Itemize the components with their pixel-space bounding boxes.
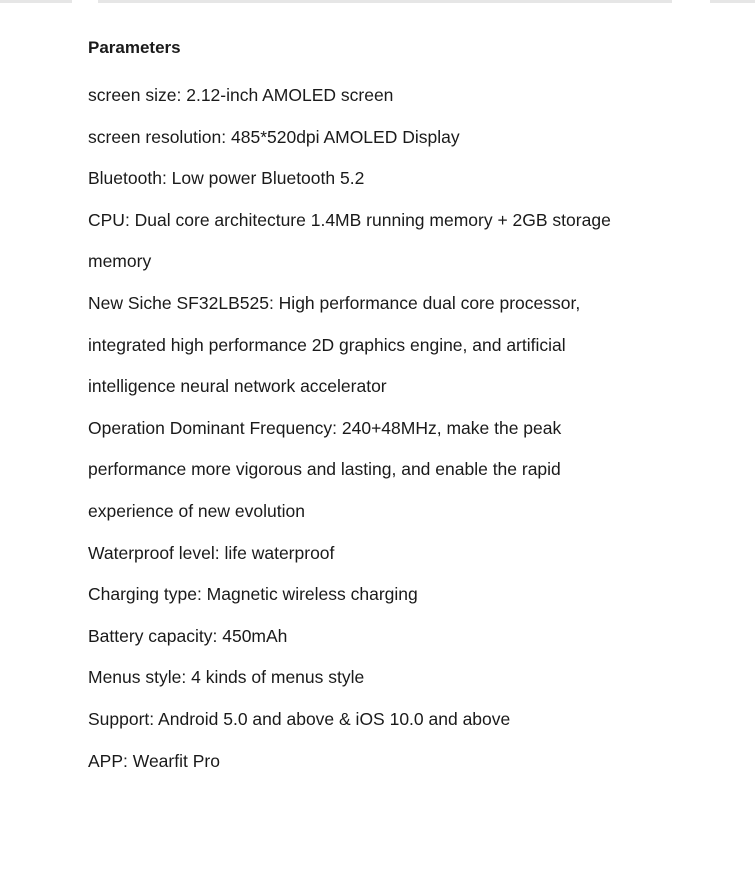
top-edge-line xyxy=(0,0,72,3)
parameter-battery-capacity: Battery capacity: 450mAh xyxy=(88,625,288,646)
parameter-waterproof: Waterproof level: life waterproof xyxy=(88,542,335,563)
parameter-processor: New Siche SF32LB525: High performance dual core processor, integrated high performance 2D graphics engine, and artificial intelligence neural network accelerator xyxy=(88,292,581,397)
parameter-menus-style: Menus style: 4 kinds of menus style xyxy=(88,667,365,688)
top-edge-line xyxy=(98,0,672,3)
parameters-list xyxy=(88,75,648,782)
parameter-charging-type: Charging type: Magnetic wireless charging xyxy=(88,584,418,605)
top-edge-line xyxy=(710,0,755,3)
parameter-screen-resolution: screen resolution: 485*520dpi AMOLED Display xyxy=(88,126,460,147)
parameter-support: Support: Android 5.0 and above & iOS 10.0 and above xyxy=(88,708,511,729)
parameter-app: APP: Wearfit Pro xyxy=(88,750,220,771)
parameter-screen-size: screen size: 2.12-inch AMOLED screen xyxy=(88,85,394,105)
parameters-heading: Parameters xyxy=(88,38,181,57)
spec-document xyxy=(88,34,648,782)
parameter-cpu: CPU: Dual core architecture 1.4MB running memory + 2GB storage memory xyxy=(88,209,611,272)
parameter-bluetooth: Bluetooth: Low power Bluetooth 5.2 xyxy=(88,168,365,189)
parameter-frequency: Operation Dominant Frequency: 240+48MHz, make the peak performance more vigorous and lasting, and enable the rapid experience of new evolution xyxy=(88,417,562,521)
